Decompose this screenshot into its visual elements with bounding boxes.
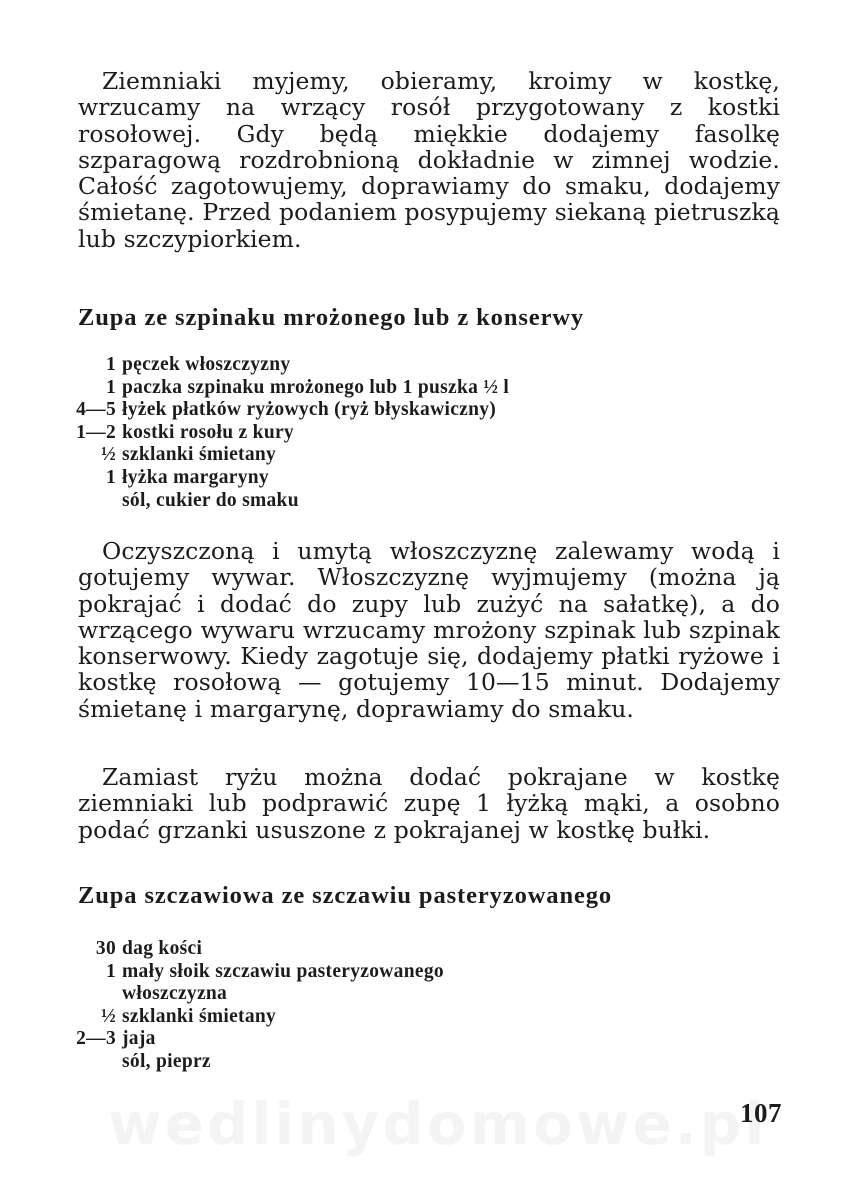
ingredient-item xyxy=(70,399,509,422)
ingredient-item xyxy=(70,938,444,961)
ingredient-item xyxy=(70,490,509,513)
ingredient-qty: 1 xyxy=(105,466,116,488)
ingredient-qty: 1 xyxy=(105,960,116,982)
ingredient-item xyxy=(70,354,509,377)
watermark xyxy=(108,1090,767,1158)
ingredient-item xyxy=(70,467,509,490)
ingredient-qty: 1 xyxy=(105,376,116,398)
ingredient-text: dag kości xyxy=(122,938,203,959)
ingredient-qty: 30 xyxy=(95,938,116,959)
intro-paragraph: Ziemniaki myjemy, obieramy, kroimy w kostkę, wrzucamy na wrzący rosół przygotowany z kostki rosołowej. Gdy będą miękkie dodajemy fasolkę szparagową rozdrobnioną dokładnie w zimnej wodzie. Całość zagotowujemy, doprawiamy do smaku, dodajemy śmietanę. Przed podaniem posypujemy siekaną pietruszką lub szczypiorkiem. xyxy=(78,67,780,253)
ingredient-text: szklanki śmietany xyxy=(122,444,277,466)
ingredient-qty xyxy=(70,983,122,1006)
ingredient-text: pęczek włoszczyzny xyxy=(122,354,291,375)
recipe-title-spinach: Zupa ze szpinaku mrożonego lub z konserwy xyxy=(78,304,585,331)
spinach-method-paragraph: Oczyszczoną i umytą włoszczyznę zalewamy wodą i gotujemy wywar. Włoszczyznę wyjmujemy (można ją pokrajać i dodać do zupy lub zużyć na sałatkę), a do wrzącego wywaru wrzucamy mrożony szpinak lub szpinak konserwowy. Kiedy zagotuje się, dodajemy płatki ryżowe i kostkę rosołową — gotujemy 10—15 minut. Dodajemy śmietanę i margarynę, doprawiamy do smaku. xyxy=(78,537,780,723)
recipe-title-sorrel: Zupa szczawiowa ze szczawiu pasteryzowanego xyxy=(78,882,613,909)
ingredient-qty: ½ xyxy=(101,444,116,466)
ingredient-text: sól, pieprz xyxy=(122,1050,211,1072)
ingredient-text: jaja xyxy=(122,1028,156,1050)
ingredient-text: paczka szpinaku mrożonego lub 1 puszka ½ l xyxy=(122,376,510,398)
ingredient-item xyxy=(70,1006,444,1029)
ingredient-qty: 4—5 xyxy=(76,399,116,421)
ingredient-text: sól, cukier do smaku xyxy=(122,489,299,511)
ingredient-qty: 1—2 xyxy=(76,421,116,443)
ingredient-text: łyżek płatków ryżowych (ryż błyskawiczny) xyxy=(122,399,497,421)
ingredient-item xyxy=(70,377,509,400)
spinach-variant-paragraph: Zamiast ryżu można dodać pokrajane w kostkę ziemniaki lub podprawić zupę 1 łyżką mąki, a osobno podać grzanki ususzone z pokrajanej w kostkę bułki. xyxy=(78,763,780,844)
ingredient-text: mały słoik szczawiu pasteryzowanego xyxy=(122,960,444,982)
ingredient-text: szklanki śmietany xyxy=(122,1005,277,1027)
ingredient-list-sorrel xyxy=(70,938,444,1074)
ingredient-item xyxy=(70,444,509,467)
ingredient-qty xyxy=(70,490,122,513)
ingredient-qty: ½ xyxy=(101,1005,116,1027)
ingredient-item xyxy=(70,422,509,445)
ingredient-text: łyżka margaryny xyxy=(122,466,269,488)
ingredient-text: włoszczyzna xyxy=(122,983,228,1005)
ingredient-qty: 2—3 xyxy=(76,1028,116,1050)
page-number: 107 xyxy=(740,1098,782,1128)
ingredient-qty: 1 xyxy=(105,354,116,375)
ingredient-item xyxy=(70,1051,444,1074)
ingredient-item xyxy=(70,983,444,1006)
ingredient-qty xyxy=(70,1051,122,1074)
ingredient-text: kostki rosołu z kury xyxy=(122,421,294,443)
ingredient-item xyxy=(70,1028,444,1051)
ingredient-list-spinach xyxy=(70,354,509,512)
ingredient-item xyxy=(70,961,444,984)
